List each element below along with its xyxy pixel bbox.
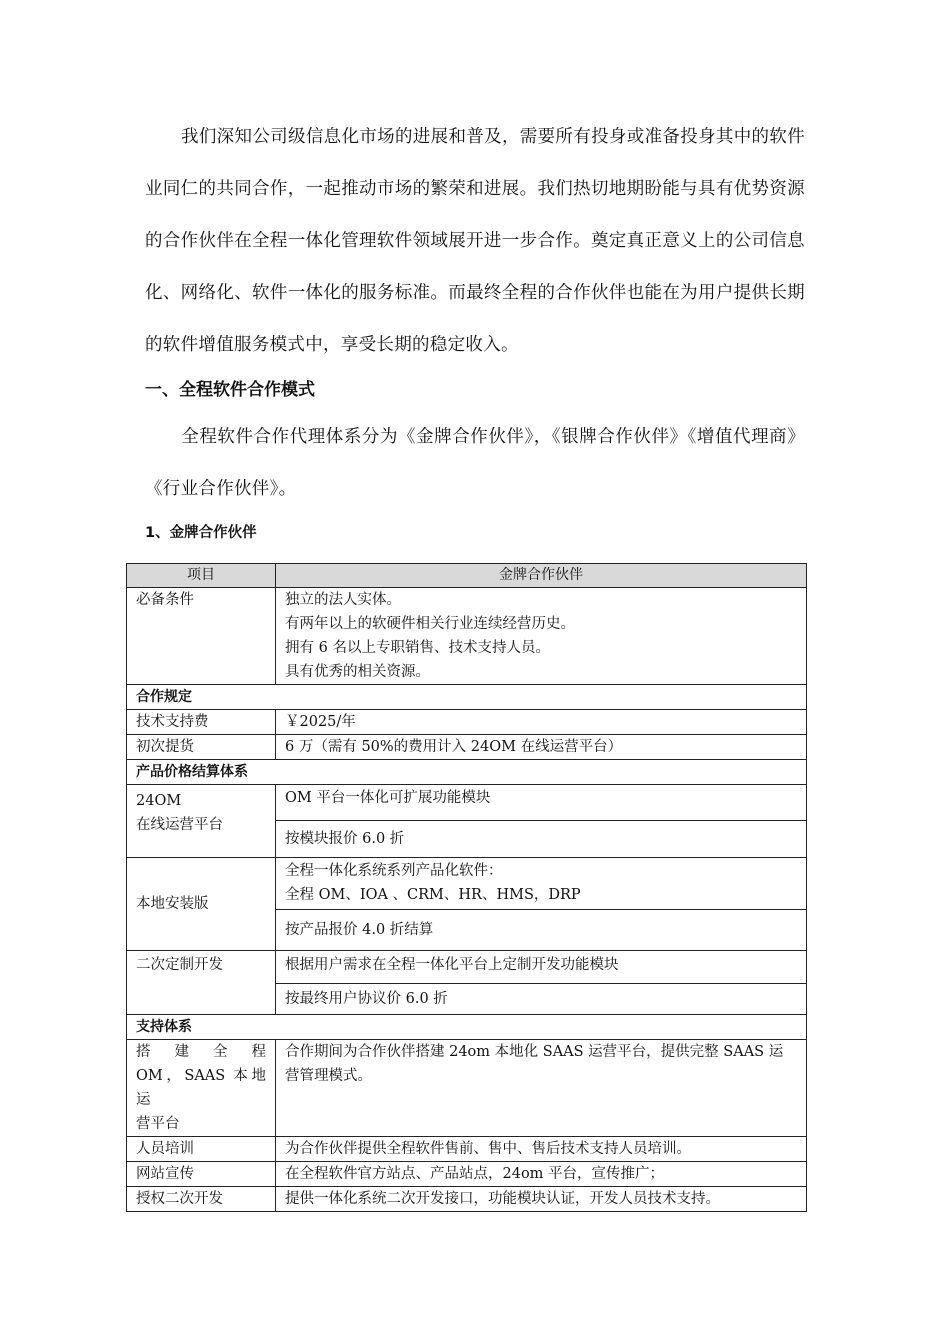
- table-row: [127, 588, 807, 685]
- section-row-cooperation: [127, 685, 807, 710]
- local-desc-line: 全程 OM、IOA 、CRM、HR、HMS，DRP: [285, 887, 581, 903]
- local-desc-line: 全程一体化系统系列产品化软件：: [285, 863, 503, 879]
- table-row: [127, 1137, 807, 1162]
- table-row: [127, 1162, 807, 1187]
- section-label: 产品价格结算体系: [127, 760, 807, 785]
- table-header-gold: 金牌合作伙伴: [276, 564, 807, 588]
- table-row: [127, 710, 807, 735]
- saas-label-line: OM，SAAS 本地运: [136, 1068, 266, 1108]
- section-paragraph-text: 全程软件合作代理体系分为《金牌合作伙伴》，《银牌合作伙伴》《增值代理商》《行业合作伙伴》。: [145, 427, 805, 499]
- saas-label-line: 搭 建 全 程: [136, 1044, 266, 1060]
- table-row: [127, 951, 807, 984]
- custom-label: 二次定制开发: [127, 951, 276, 1015]
- local-desc: [276, 858, 807, 910]
- required-line: 独立的法人实体。: [285, 592, 401, 608]
- table-row: [127, 735, 807, 760]
- section-row-pricing: [127, 760, 807, 785]
- row-value: 在全程软件官方站点、产品站点，24om 平台，宣传推广；: [276, 1162, 807, 1187]
- row-label: 网站宣传: [127, 1162, 276, 1187]
- required-conditions: [276, 588, 807, 685]
- row-label: 人员培训: [127, 1137, 276, 1162]
- custom-price: 按最终用户协议价 6.0 折: [276, 984, 807, 1015]
- section-heading: 一、全程软件合作模式: [145, 380, 315, 400]
- row-value: 提供一体化系统二次开发接口，功能模块认证，开发人员技术支持。: [276, 1187, 807, 1212]
- row-label: 初次提货: [127, 735, 276, 760]
- table-row: [127, 1187, 807, 1212]
- online-label-line: 在线运营平台: [136, 817, 223, 833]
- required-line: 具有优秀的相关资源。: [285, 664, 430, 680]
- online-label: [127, 785, 276, 858]
- section-row-support: [127, 1015, 807, 1040]
- section-label: 合作规定: [127, 685, 807, 710]
- intro-paragraph: [145, 111, 805, 371]
- subsection-heading: 1、金牌合作伙伴: [145, 525, 257, 541]
- required-line: 拥有 6 名以上专职销售、技术支持人员。: [285, 640, 550, 656]
- saas-label-line: 营平台: [136, 1116, 180, 1132]
- online-desc: OM 平台一体化可扩展功能模块: [276, 785, 807, 821]
- row-value: ￥2025/年: [276, 710, 807, 735]
- table-row: [127, 1040, 807, 1137]
- saas-value: 合作期间为合作伙伴搭建 24om 本地化 SAAS 运营平台，提供完整 SAAS 运营管理模式。: [276, 1040, 807, 1137]
- local-label: 本地安装版: [127, 858, 276, 951]
- row-label: 技术支持费: [127, 710, 276, 735]
- row-label: 授权二次开发: [127, 1187, 276, 1212]
- intro-paragraph-text: 我们深知公司级信息化市场的进展和普及，需要所有投身或准备投身其中的软件业同仁的共同合作，一起推动市场的繁荣和进展。我们热切地期盼能与具有优势资源的合作伙伴在全程一体化管理软件领域展开进一步合作。奠定真正意义上的公司信息化、网络化、软件一体化的服务标准。而最终全程的合作伙伴也能在为用户提供长期的软件增值服务模式中，享受长期的稳定收入。: [145, 127, 805, 355]
- row-value: 为合作伙伴提供全程软件售前、售中、售后技术支持人员培训。: [276, 1137, 807, 1162]
- section-paragraph: [145, 411, 805, 515]
- section-label: 支持体系: [127, 1015, 807, 1040]
- custom-desc: 根据用户需求在全程一体化平台上定制开发功能模块: [276, 951, 807, 984]
- online-price: 按模块报价 6.0 折: [276, 821, 807, 858]
- saas-label: [127, 1040, 276, 1137]
- online-label-line: 24OM: [136, 793, 182, 809]
- partner-table: [126, 563, 807, 1212]
- table-row: [127, 858, 807, 910]
- local-price: 按产品报价 4.0 折结算: [276, 910, 807, 951]
- required-line: 有两年以上的软硬件相关行业连续经营历史。: [285, 616, 575, 632]
- table-header-item: 项目: [127, 564, 276, 588]
- table-header-row: [127, 564, 807, 588]
- required-label: 必备条件: [127, 588, 276, 685]
- table-row: [127, 785, 807, 821]
- row-value: 6 万（需有 50%的费用计入 24OM 在线运营平台）: [276, 735, 807, 760]
